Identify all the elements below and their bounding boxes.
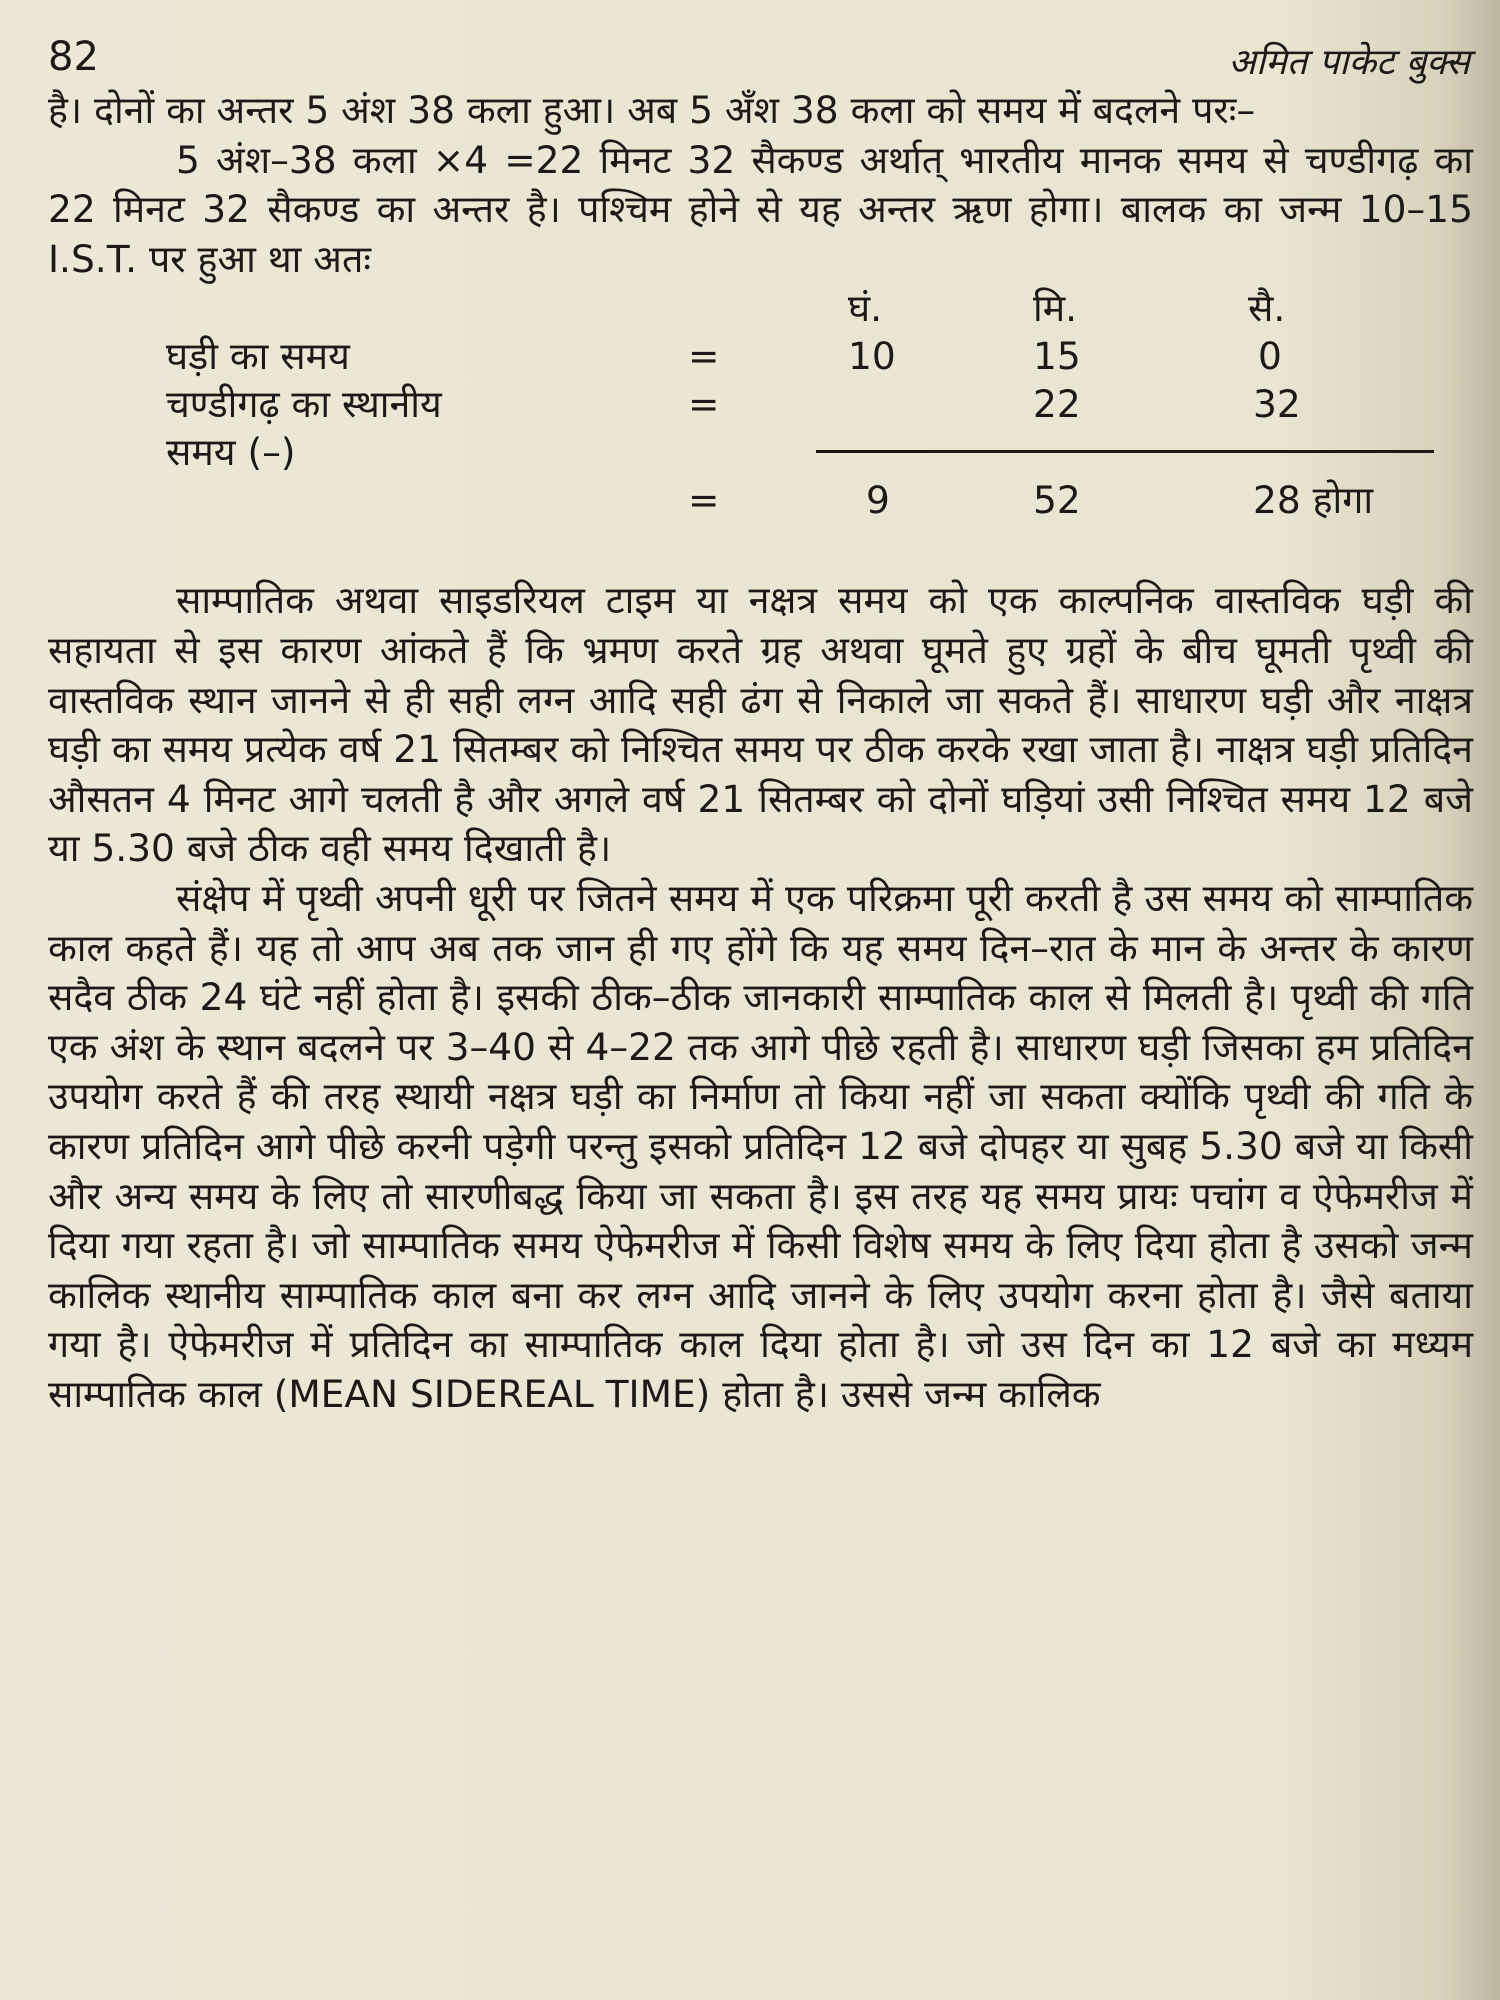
- row-clock-hours: 10: [848, 334, 896, 379]
- intro-paragraph: है। दोनों का अन्तर 5 अंश 38 कला हुआ। अब 5 अँश 38 कला को समय में बदलने परः–: [48, 88, 1256, 132]
- page-number: 82: [48, 34, 99, 80]
- subtraction-rule: [816, 450, 1434, 453]
- conversion-paragraph: 5 अंश–38 कला ×4 =22 मिनट 32 सैकण्ड अर्थात् भारतीय मानक समय से चण्डीगढ़ का 22 मिनट 32 सैकण्ड का अन्तर है। पश्चिम होने से यह अन्तर ऋण होगा। बालक का जन्म 10–15 I.S.T. पर हुआ था अतः: [48, 137, 1473, 281]
- row-local-equals: =: [688, 382, 720, 427]
- row-clock-minutes: 15: [1033, 334, 1081, 379]
- col-header-seconds: सै.: [1248, 286, 1286, 331]
- row-local-label-line2: समय (–): [166, 430, 296, 475]
- col-header-hours: घं.: [848, 286, 883, 331]
- page-body: [48, 86, 1473, 1419]
- summary-paragraph: संक्षेप में पृथ्वी अपनी धूरी पर जितने समय में एक परिक्रमा पूरी करती है उस समय को साम्पातिक काल कहते हैं। यह तो आप अब तक जान ही गए होंगे कि यह समय दिन–रात के मान के अन्तर के कारण सदैव ठीक 24 घंटे नहीं होता है। इसकी ठीक–ठीक जानकारी साम्पातिक काल से मिलती है। पृथ्वी की गति एक अंश के स्थान बदलने पर 3–40 से 4–22 तक आगे पीछे रहती है। साधारण घड़ी जिसका हम प्रतिदिन उपयोग करते हैं की तरह स्थायी नक्षत्र घड़ी का निर्माण तो किया नहीं जा सकता क्योंकि पृथ्वी की गति के कारण प्रतिदिन आगे पीछे करनी पड़ेगी परन्तु इसको प्रतिदिन 12 बजे दोपहर या सुबह 5.30 बजे या किसी और अन्य समय के लिए तो सारणीबद्ध किया जा सकता है। इस तरह यह समय प्रायः पचांग व ऐफेमरीज में दिया गया रहता है। जो साम्पातिक समय ऐफेमरीज में किसी विशेष समय के लिए दिया होता है उसको जन्म कालिक स्थानीय साम्पातिक काल बना कर लग्न आदि जानने के लिए उपयोग करना होता है। जैसे बताया गया है। ऐफेमरीज में प्रतिदिन का साम्पातिक काल दिया होता है। जो उस दिन का 12 बजे का मध्यम साम्पातिक काल (MEAN SIDEREAL TIME) होता है। उससे जन्म कालिक: [48, 875, 1473, 1416]
- row-clock-label: घड़ी का समय: [166, 334, 350, 379]
- sidereal-paragraph: साम्पातिक अथवा साइडरियल टाइम या नक्षत्र समय को एक काल्पनिक वास्तविक घड़ी की सहायता से इस कारण आंकते हैं कि भ्रमण करते ग्रह अथवा घूमते हुए ग्रहों के बीच घूमती पृथ्वी की वास्तविक स्थान जानने से ही सही लग्न आदि सही ढंग से निकाले जा सकते हैं। साधारण घड़ी और नाक्षत्र घड़ी का समय प्रत्येक वर्ष 21 सितम्बर को निश्चित समय पर ठीक करके रखा जाता है। नाक्षत्र घड़ी प्रतिदिन औसतन 4 मिनट आगे चलती है और अगले वर्ष 21 सितम्बर को दोनों घड़ियां उसी निश्चित समय 12 बजे या 5.30 बजे ठीक वही समय दिखाती है।: [48, 578, 1473, 871]
- book-title: अमित पाकेट बुक्स: [1228, 42, 1470, 83]
- result-equals: =: [688, 478, 720, 523]
- result-hours: 9: [866, 478, 890, 523]
- row-clock-seconds: 0: [1258, 334, 1282, 379]
- col-header-minutes: मि.: [1033, 286, 1078, 331]
- row-local-seconds: 32: [1253, 382, 1301, 427]
- result-seconds: 28 होगा: [1253, 478, 1374, 523]
- result-minutes: 52: [1033, 478, 1081, 523]
- row-local-minutes: 22: [1033, 382, 1081, 427]
- row-clock-equals: =: [688, 334, 720, 379]
- time-calculation: [48, 284, 1473, 576]
- row-local-label-line1: चण्डीगढ़ का स्थानीय: [166, 382, 442, 427]
- page-header: [48, 34, 1470, 84]
